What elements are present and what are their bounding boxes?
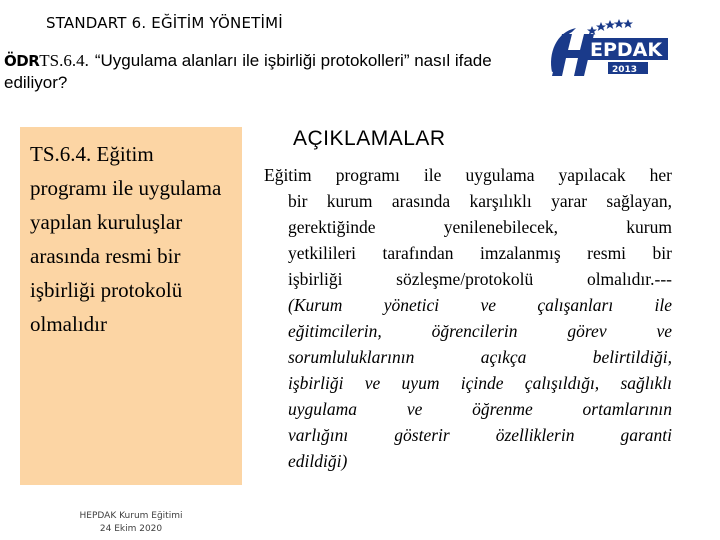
- standard-code: TS.6.4.: [30, 142, 92, 166]
- logo-year: 2013: [612, 65, 638, 75]
- standard-box: [20, 127, 242, 485]
- logo-text: EPDAK: [590, 39, 663, 61]
- explanation-line: Eğitim programı ile uygulama yapılacak her: [264, 165, 672, 185]
- footer-line-1: HEPDAK Kurum Eğitimi: [79, 511, 183, 521]
- hepdak-logo: [546, 14, 672, 80]
- explanation-line: işbirliği sözleşme/protokolü olmalıdır.---: [288, 269, 672, 289]
- explanation-line: gerektiğinde yenilenebilecek, kurum: [288, 217, 672, 237]
- logo-stars-icon: [587, 19, 633, 35]
- explanation-italic-line: sorumluluklarının açıkça belirtildiği,: [288, 347, 672, 367]
- question-prefix: ÖDR: [4, 52, 40, 70]
- explanation-italic-line: varlığını gösterir özelliklerin garanti: [288, 425, 672, 445]
- explanation-italic-line: eğitimcilerin, öğrencilerin görev ve: [288, 321, 672, 341]
- explanation-italic-line: (Kurum yönetici ve çalışanları ile: [288, 295, 672, 315]
- footer-line-2: 24 Ekim 2020: [99, 524, 163, 534]
- explanation-body: [264, 162, 672, 474]
- standard-description: Eğitim programı ile uygulama yapılan kuruluşlar arasında resmi bir işbirliği protokolü olmalıdır: [30, 142, 222, 336]
- explanation-line: yetkilileri tarafından imzalanmış resmi bir: [288, 243, 672, 263]
- explanation-italic-line: işbirliği ve uyum içinde çalışıldığı, sağlıklı: [288, 373, 672, 393]
- footer: [20, 510, 242, 536]
- explanation-title: AÇIKLAMALAR: [293, 127, 446, 150]
- question: [4, 50, 544, 94]
- explanation-italic-line: edildiği): [288, 451, 348, 471]
- standard-text: [30, 137, 232, 341]
- explanation-line: bir kurum arasında karşılıklı yarar sağlayan,: [288, 191, 672, 211]
- page-title: STANDART 6. EĞİTİM YÖNETİMİ: [46, 14, 283, 32]
- question-code: TS.6.4.: [39, 51, 89, 70]
- explanation-italic-line: uygulama ve öğrenme ortamlarının: [288, 399, 672, 419]
- question-text: “Uygulama alanları ile işbirliği protokolleri” nasıl ifade ediliyor?: [4, 51, 492, 92]
